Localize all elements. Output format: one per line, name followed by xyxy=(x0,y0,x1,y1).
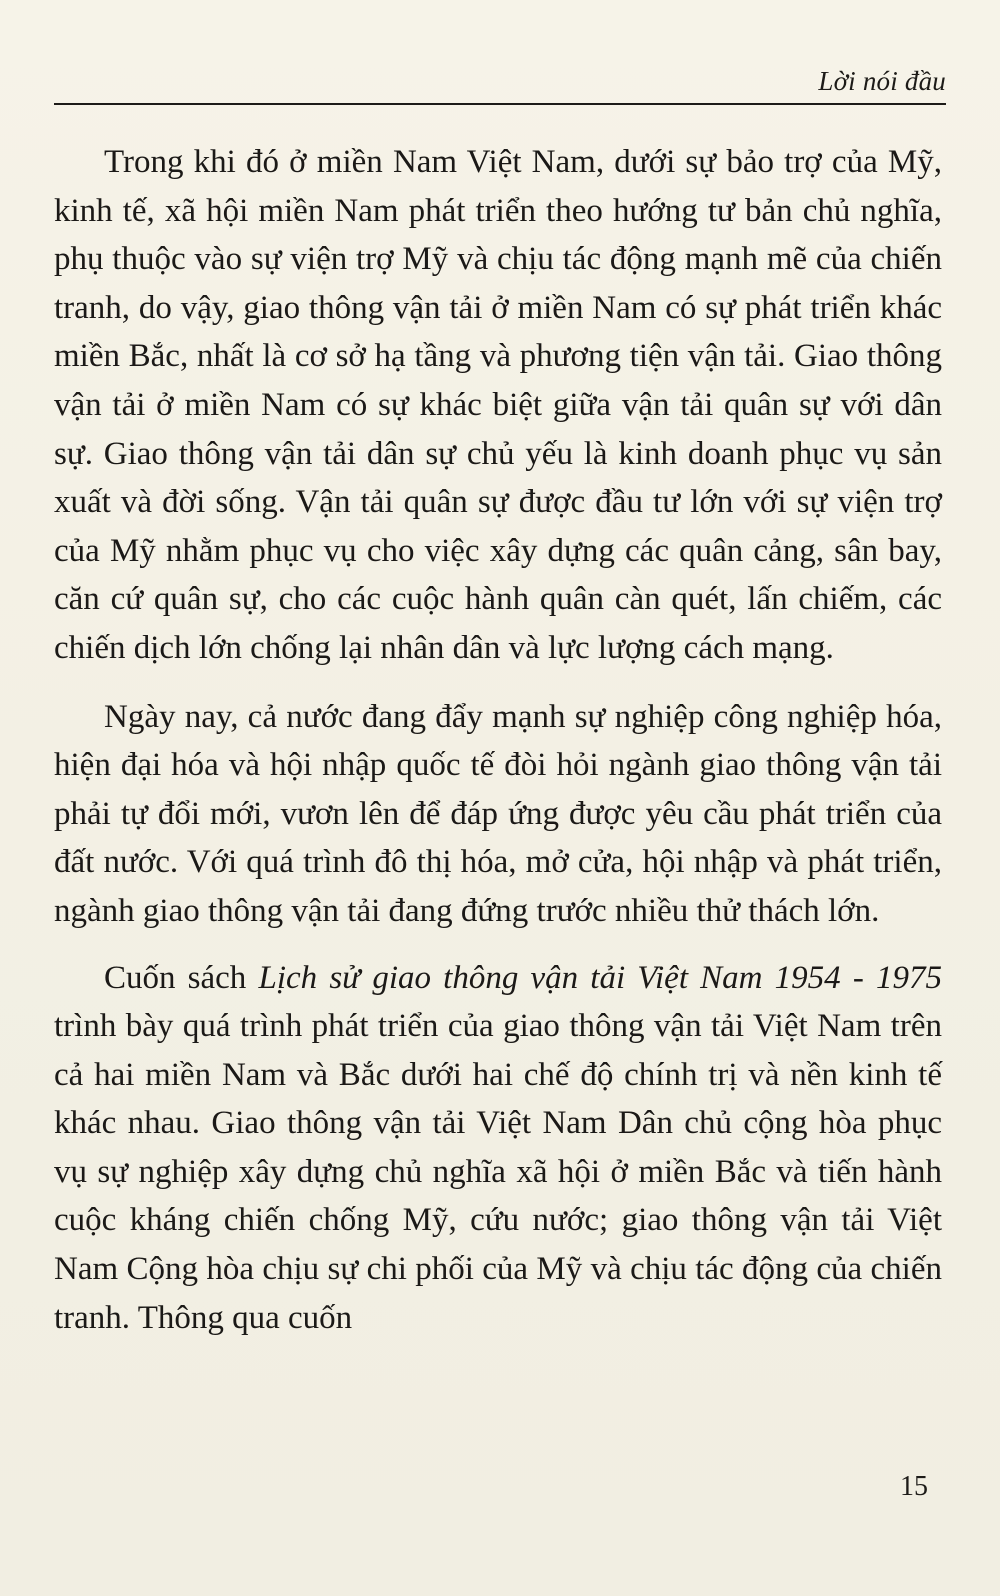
running-head-title: Lời nói đầu xyxy=(818,66,946,96)
paragraph-1: Trong khi đó ở miền Nam Việt Nam, dưới sự bảo trợ của Mỹ, kinh tế, xã hội miền Nam phát triển theo hướng tư bản chủ nghĩa, phụ thuộc vào sự viện trợ Mỹ và chịu tác động mạnh mẽ của chiến tranh, do vậy, giao thông vận tải ở miền Nam có sự phát triển khác miền Bắc, nhất là cơ sở hạ tầng và phương tiện vận tải. Giao thông vận tải ở miền Nam có sự khác biệt giữa vận tải quân sự với dân sự. Giao thông vận tải dân sự chủ yếu là kinh doanh phục vụ sản xuất và đời sống. Vận tải quân sự được đầu tư lớn với sự viện trợ của Mỹ nhằm phục vụ cho việc xây dựng các quân cảng, sân bay, căn cứ quân sự, cho các cuộc hành quân càn quét, lấn chiếm, các chiến dịch lớn chống lại nhân dân và lực lượng cách mạng. xyxy=(54,144,942,666)
header-rule xyxy=(54,103,946,105)
paragraph-3-rest: trình bày quá trình phát triển của giao thông vận tải Việt Nam trên cả hai miền Nam và Bắc dưới hai chế độ chính trị và nền kinh tế khác nhau. Giao thông vận tải Việt Nam Dân chủ cộng hòa phục vụ sự nghiệp xây dựng chủ nghĩa xã hội ở miền Bắc và tiến hành cuộc kháng chiến chống Mỹ, cứu nước; giao thông vận tải Việt Nam Cộng hòa chịu sự chi phối của Mỹ và chịu tác động của chiến tranh. Thông qua cuốn xyxy=(54,1008,942,1336)
page-number: 15 xyxy=(900,1471,928,1502)
paragraph-2: Ngày nay, cả nước đang đẩy mạnh sự nghiệp công nghiệp hóa, hiện đại hóa và hội nhập quốc tế đòi hỏi ngành giao thông vận tải phải tự đổi mới, vươn lên để đáp ứng được yêu cầu phát triển của đất nước. Với quá trình đô thị hóa, mở cửa, hội nhập và phát triển, ngành giao thông vận tải đang đứng trước nhiều thử thách lớn. xyxy=(54,698,942,929)
body-text xyxy=(54,138,942,1356)
paragraph-3-intro: Cuốn sách xyxy=(104,959,259,996)
paragraph-3 xyxy=(54,954,942,1343)
book-title: Lịch sử giao thông vận tải Việt Nam 1954 - 1975 xyxy=(258,959,942,996)
